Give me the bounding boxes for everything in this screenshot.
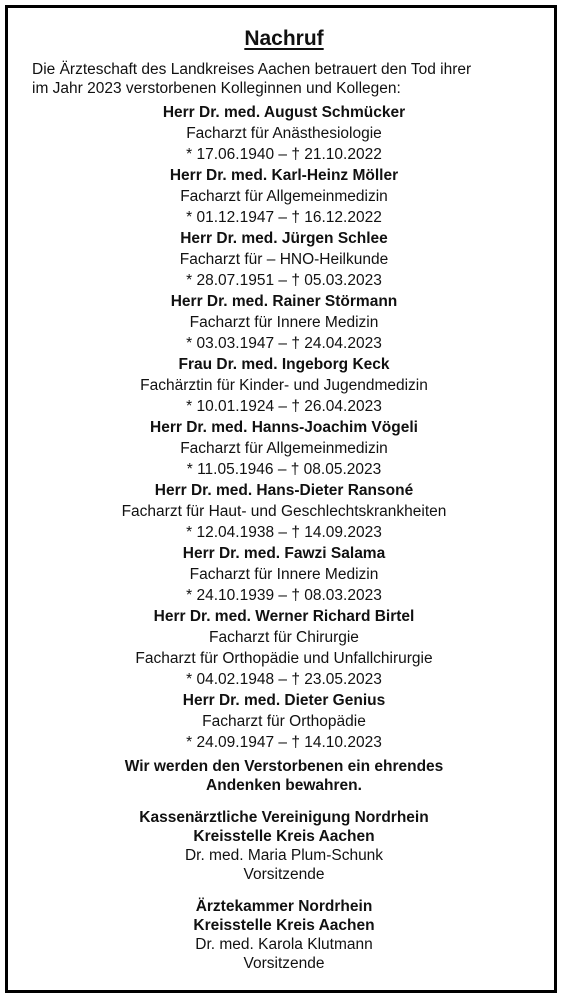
deceased-name: Herr Dr. med. Karl-Heinz Möller xyxy=(169,167,399,184)
deceased-list xyxy=(0,102,568,753)
title-text: Nachruf xyxy=(244,27,324,50)
deceased-entry xyxy=(0,606,568,690)
deceased-entry xyxy=(0,102,568,165)
deceased-name: Herr Dr. med. Fawzi Salama xyxy=(182,545,386,562)
deceased-dates: * 01.12.1947 – † 16.12.2022 xyxy=(186,209,382,226)
deceased-name: Herr Dr. med. Rainer Störmann xyxy=(170,293,398,310)
deceased-name: Herr Dr. med. Hanns-Joachim Vögeli xyxy=(150,419,418,436)
signatory-organization: Kassenärztliche Vereinigung Nordrhein xyxy=(139,809,429,826)
deceased-specialty: Facharzt für Anästhesiologie xyxy=(186,125,382,142)
deceased-specialty: Facharzt für Allgemeinmedizin xyxy=(180,188,388,205)
deceased-dates: * 12.04.1938 – † 14.09.2023 xyxy=(186,524,382,541)
deceased-entry xyxy=(0,543,568,606)
deceased-specialty: Facharzt für Orthopädie und Unfallchirurgie xyxy=(135,650,433,667)
deceased-specialty: Fachärztin für Kinder- und Jugendmedizin xyxy=(140,377,428,394)
deceased-specialty: Facharzt für Innere Medizin xyxy=(189,566,379,583)
signatory-block xyxy=(0,808,568,884)
deceased-dates: * 28.07.1951 – † 05.03.2023 xyxy=(186,272,382,289)
closing-line: Wir werden den Verstorbenen ein ehrendes xyxy=(124,758,444,775)
intro-line: Die Ärzteschaft des Landkreises Aachen betrauert den Tod ihrer xyxy=(32,61,472,78)
deceased-entry xyxy=(0,480,568,543)
page-title xyxy=(0,27,568,51)
deceased-entry xyxy=(0,228,568,291)
deceased-specialty: Facharzt für Orthopädie xyxy=(202,713,366,730)
deceased-dates: * 03.03.1947 – † 24.04.2023 xyxy=(186,335,382,352)
deceased-name: Herr Dr. med. Dieter Genius xyxy=(182,692,386,709)
signatory-role: Vorsitzende xyxy=(243,866,325,883)
deceased-specialty: Facharzt für Innere Medizin xyxy=(189,314,379,331)
deceased-specialty: Facharzt für – HNO-Heilkunde xyxy=(179,251,389,268)
deceased-dates: * 24.09.1947 – † 14.10.2023 xyxy=(186,734,382,751)
closing-line: Andenken bewahren. xyxy=(206,777,362,794)
intro-text xyxy=(32,60,532,98)
deceased-dates: * 10.01.1924 – † 26.04.2023 xyxy=(186,398,382,415)
deceased-entry xyxy=(0,690,568,753)
deceased-specialty: Facharzt für Allgemeinmedizin xyxy=(180,440,388,457)
deceased-name: Herr Dr. med. August Schmücker xyxy=(162,104,406,121)
deceased-name: Herr Dr. med. Werner Richard Birtel xyxy=(153,608,415,625)
deceased-name: Herr Dr. med. Hans-Dieter Ransoné xyxy=(154,482,414,499)
deceased-specialty: Facharzt für Haut- und Geschlechtskrankheiten xyxy=(121,503,447,520)
deceased-dates: * 24.10.1939 – † 08.03.2023 xyxy=(186,587,382,604)
deceased-specialty: Facharzt für Chirurgie xyxy=(209,629,359,646)
deceased-dates: * 04.02.1948 – † 23.05.2023 xyxy=(186,671,382,688)
deceased-entry xyxy=(0,354,568,417)
closing-statement xyxy=(0,757,568,795)
deceased-name: Herr Dr. med. Jürgen Schlee xyxy=(180,230,388,247)
signatory-unit: Kreisstelle Kreis Aachen xyxy=(193,917,375,934)
signatory-block xyxy=(0,897,568,973)
deceased-dates: * 11.05.1946 – † 08.05.2023 xyxy=(186,461,382,478)
deceased-entry xyxy=(0,291,568,354)
intro-line: im Jahr 2023 verstorbenen Kolleginnen und Kollegen: xyxy=(32,80,401,97)
signatory-organization: Ärztekammer Nordrhein xyxy=(195,898,373,915)
signatory-role: Vorsitzende xyxy=(243,955,325,972)
signatory-person: Dr. med. Maria Plum-Schunk xyxy=(184,847,384,864)
deceased-name: Frau Dr. med. Ingeborg Keck xyxy=(178,356,390,373)
signatory-person: Dr. med. Karola Klutmann xyxy=(195,936,373,953)
deceased-entry xyxy=(0,417,568,480)
deceased-entry xyxy=(0,165,568,228)
signatory-unit: Kreisstelle Kreis Aachen xyxy=(193,828,375,845)
deceased-dates: * 17.06.1940 – † 21.10.2022 xyxy=(186,146,382,163)
